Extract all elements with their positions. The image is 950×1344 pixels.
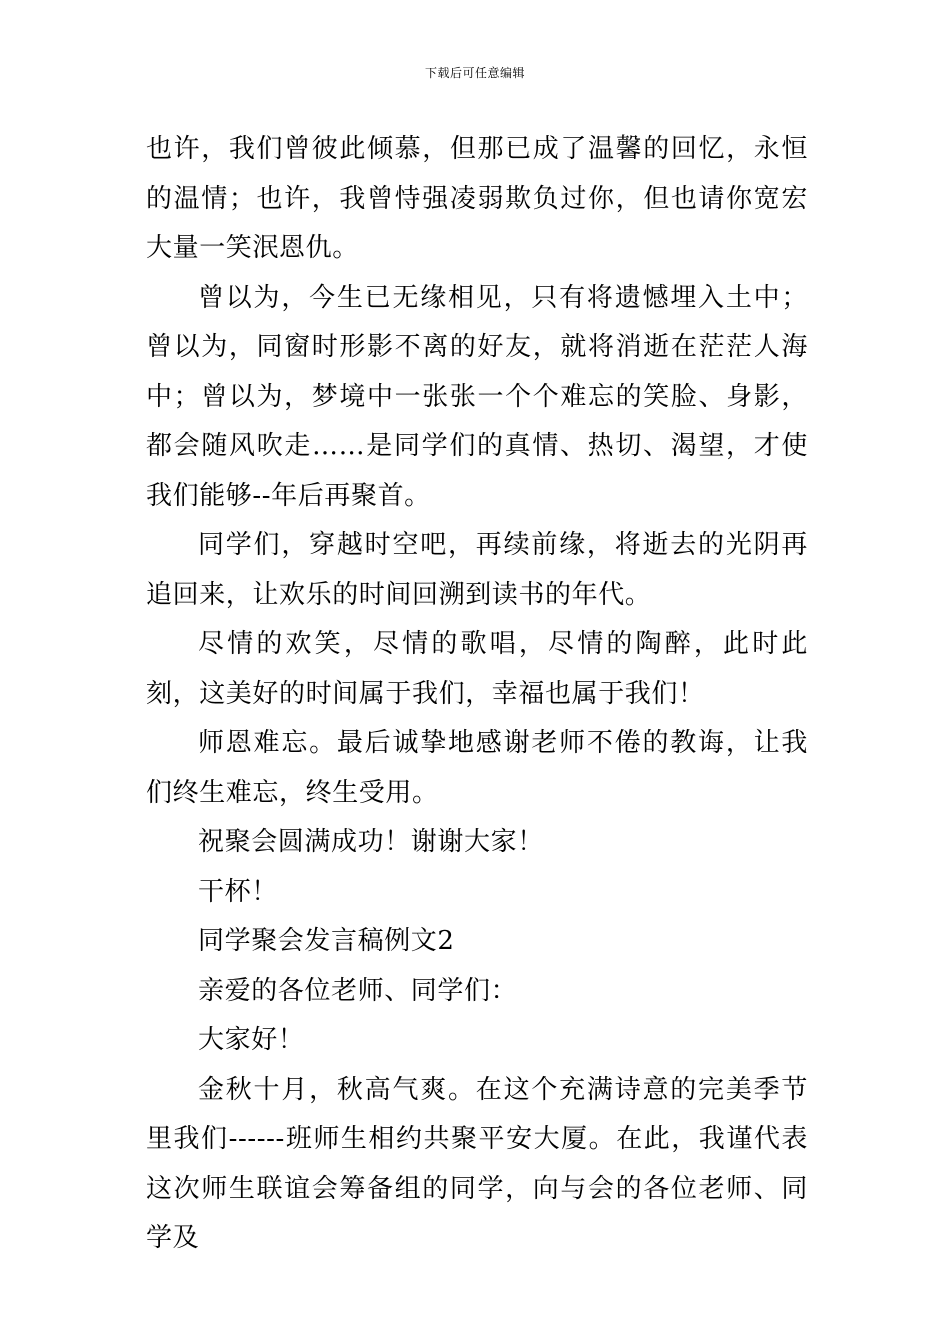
greeting: 大家好！ (198, 1025, 305, 1055)
document-body (146, 125, 808, 1264)
salutation: 亲爱的各位老师、同学们： (198, 975, 518, 1006)
paragraph-2: 曾以为，今生已无缘相见，只有将遗憾埋入土中；曾以为，同窗时形影不离的好友，就将消逝在茫茫人海中；曾以为，梦境中一张张一个个难忘的笑脸、身影，都会随风吹走……是同学们的真情、热切、渴望，才使我们能够--年后再聚首。 (146, 282, 808, 511)
paragraph-7: 干杯！ (198, 876, 278, 907)
paragraph-11: 金秋十月，秋高气爽。在这个充满诗意的完美季节里我们------班师生相约共聚平安大厦。在此，我谨代表这次师生联谊会筹备组的同学，向与会的各位老师、同学及 (146, 1074, 808, 1253)
paragraph-4: 尽情的欢笑，尽情的歌唱，尽情的陶醉，此时此刻，这美好的时间属于我们，幸福也属于我们！ (146, 629, 808, 709)
paragraph-5: 师恩难忘。最后诚挚地感谢老师不倦的教诲，让我们终生难忘，终生受用。 (146, 728, 808, 808)
paragraph-1: 也许，我们曾彼此倾慕，但那已成了温馨的回忆，永恒的温情；也许，我曾恃强凌弱欺负过你，但也请你宽宏大量一笑泯恩仇。 (146, 134, 808, 263)
paragraph-6: 祝聚会圆满成功！谢谢大家！ (198, 827, 544, 857)
paragraph-3: 同学们，穿越时空吧，再续前缘，将逝去的光阴再追回来，让欢乐的时间回溯到读书的年代。 (146, 530, 808, 610)
section-title: 同学聚会发言稿例文2 (198, 926, 455, 956)
page-header: 下载后可任意编辑 (424, 66, 525, 80)
